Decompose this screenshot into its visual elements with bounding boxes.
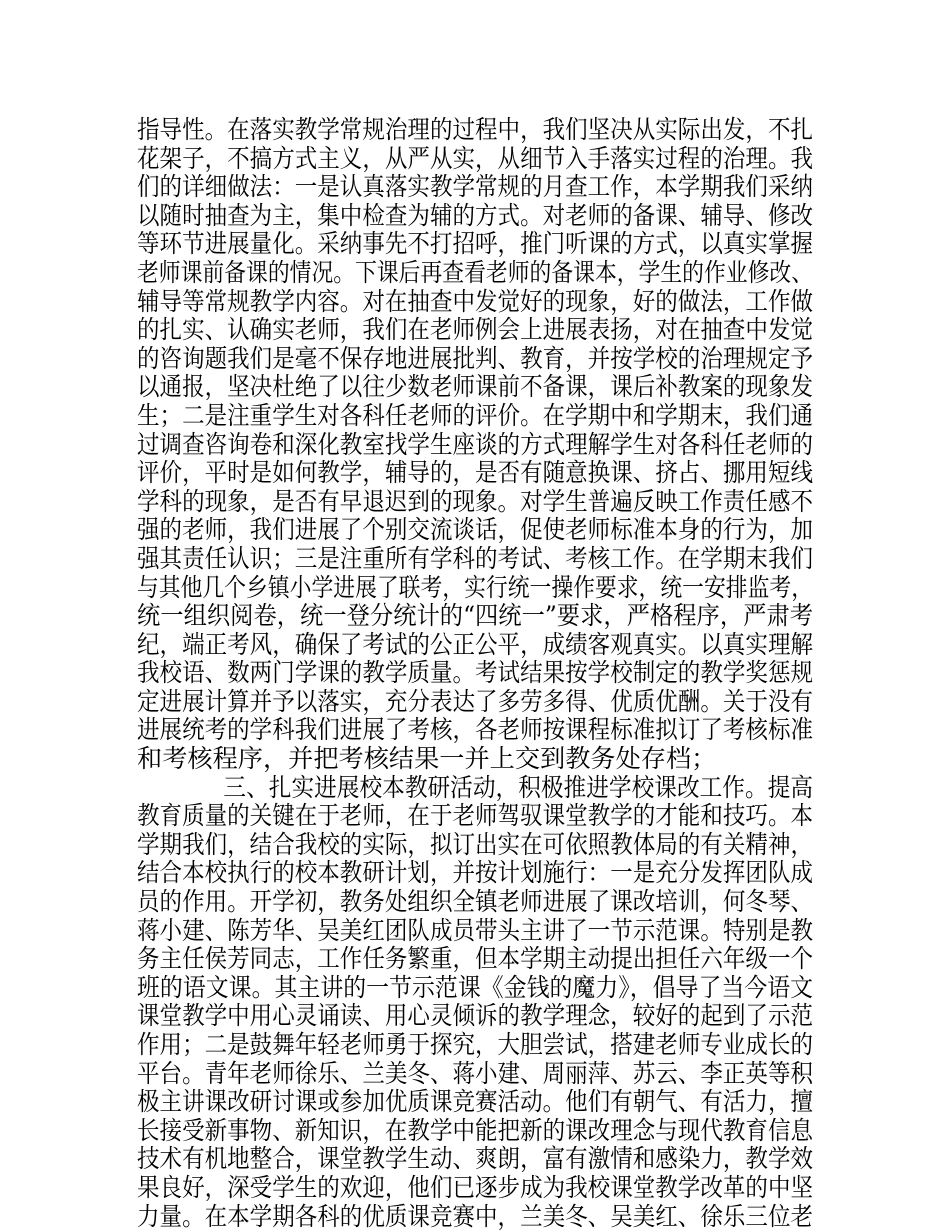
text-line: 花架子，不搞方式主义，从严从实，从细节入手落实过程的治理。我 [137,143,813,173]
body-text [137,116,813,1231]
text-line: 统一组织阅卷，统一登分统计的“四统一”要求，严格程序，严肃考 [137,601,814,631]
text-line: 务主任侯芳同志，工作任务繁重，但本学期主动提出担任六年级一个 [137,944,813,974]
text-line: 过调查咨询卷和深化教室找学生座谈的方式理解学生对各科任老师的 [137,429,813,459]
text-line: 学期我们，结合我校的实际，拟订出实在可依照教体局的有关精神， [137,829,813,859]
text-line: 班的语文课。其主讲的一节示范课《金钱的魔力》，倡导了当今语文 [137,972,814,1002]
text-line: 老师课前备课的情况。下课后再查看老师的备课本，学生的作业修改、 [137,257,813,287]
text-line: 们的详细做法：一是认真落实教学常规的月查工作，本学期我们采纳 [137,172,813,202]
text-line: 力量。在本学期各科的优质课竞赛中，兰美冬、吴美红、徐乐三位老 [137,1201,813,1231]
text-line: 的咨询题我们是毫不保存地进展批判、教育，并按学校的治理规定予 [137,343,813,373]
text-line: 生；二是注重学生对各科任老师的评价。在学期中和学期末，我们通 [137,400,813,430]
section-heading-line: 三、扎实进展校本教研活动，积极推进学校课改工作。提高 [223,772,813,802]
text-line: 强的老师，我们进展了个别交流谈话，促使老师标准本身的行为，加 [137,515,813,545]
text-line: 以通报，坚决杜绝了以往少数老师课前不备课，课后补教案的现象发 [137,372,813,402]
text-line: 我校语、数两门学课的教学质量。考试结果按学校制定的教学奖惩规 [137,658,813,688]
text-line: 学科的现象，是否有早退迟到的现象。对学生普遍反映工作责任感不 [137,486,813,516]
text-line: 辅导等常规教学内容。对在抽查中发觉好的现象，好的做法，工作做 [137,286,813,316]
text-line: 以随时抽查为主，集中检查为辅的方式。对老师的备课、辅导、修改 [137,200,813,230]
text-line: 课堂教学中用心灵诵读、用心灵倾诉的教学理念，较好的起到了示范 [137,1001,813,1031]
text-line: 评价，平时是如何教学，辅导的，是否有随意换课、挤占、挪用短线 [137,458,813,488]
text-line: 的扎实、认确实老师，我们在老师例会上进展表扬，对在抽查中发觉 [137,315,813,345]
text-line: 强其责任认识；三是注重所有学科的考试、考核工作。在学期末我们 [137,543,813,573]
text-line: 长接受新事物、新知识，在教学中能把新的课改理念与现代教育信息 [137,1115,813,1145]
text-line: 定进展计算并予以落实，充分表达了多劳多得、优质优酬。关于没有 [137,686,813,716]
text-line: 纪，端正考风，确保了考试的公正公平，成绩客观真实。以真实理解 [137,629,813,659]
text-line: 和考核程序，并把考核结果一并上交到教务处存档； [137,744,717,774]
text-line: 作用；二是鼓舞年轻老师勇于探究，大胆尝试，搭建老师专业成长的 [137,1030,813,1059]
text-line: 平台。青年老师徐乐、兰美冬、蒋小建、周丽萍、苏云、李正英等积 [137,1058,813,1088]
text-line: 进展统考的学科我们进展了考核，各老师按课程标准拟订了考核标准 [137,715,813,745]
text-line: 技术有机地整合，课堂教学生动、爽朗，富有激情和感染力，教学效 [137,1144,813,1174]
text-line: 员的作用。开学初，教务处组织全镇老师进展了课改培训，何冬琴、 [137,887,813,917]
text-line: 指导性。在落实教学常规治理的过程中，我们坚决从实际出发，不扎 [137,115,813,144]
text-line: 极主讲课改研讨课或参加优质课竞赛活动。他们有朝气、有活力，擅 [137,1087,813,1117]
text-line: 与其他几个乡镇小学进展了联考，实行统一操作要求，统一安排监考， [137,572,813,602]
text-line: 结合本校执行的校本教研计划，并按计划施行：一是充分发挥团队成 [137,858,813,888]
text-line: 等环节进展量化。采纳事先不打招呼，推门听课的方式，以真实掌握 [137,229,813,259]
text-line: 蒋小建、陈芳华、吴美红团队成员带头主讲了一节示范课。特别是教 [137,915,813,945]
text-line: 教育质量的关键在于老师，在于老师驾驭课堂教学的才能和技巧。本 [137,801,813,831]
text-line: 果良好，深受学生的欢迎，他们已逐步成为我校课堂教学改革的中坚 [137,1172,813,1202]
